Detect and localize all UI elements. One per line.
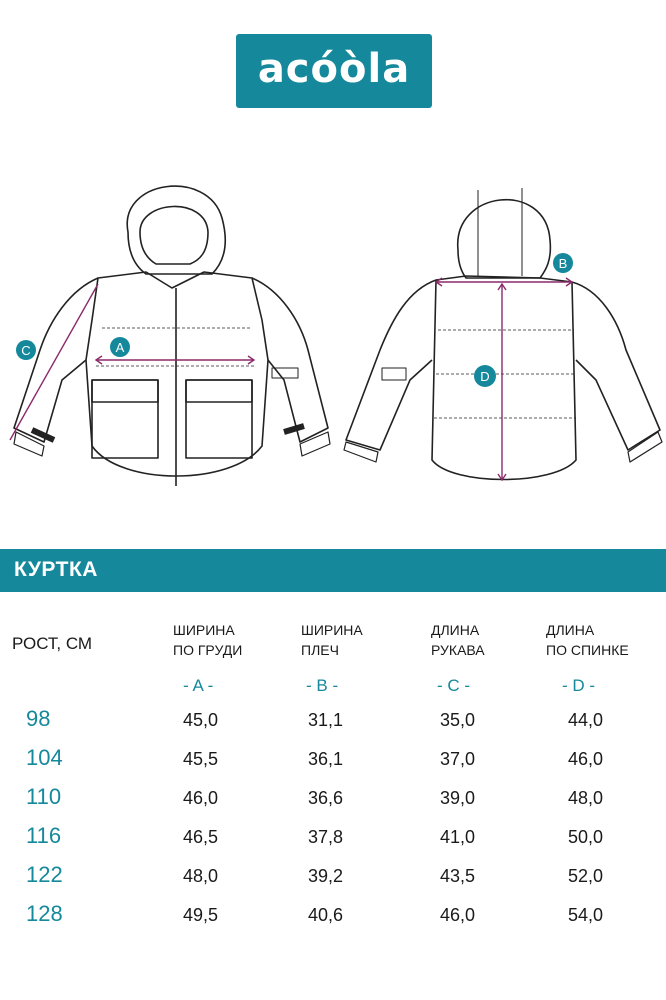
cell-back: 44,0 <box>568 710 604 730</box>
cell-shoulders: 39,2 <box>308 866 344 886</box>
front-body <box>86 272 268 476</box>
marker-a <box>110 337 130 357</box>
code-a: - A - <box>183 676 214 695</box>
marker-c-label: C <box>21 343 31 358</box>
code-c: - C - <box>437 676 471 695</box>
cell-chest: 45,5 <box>183 749 219 769</box>
cell-chest: 46,5 <box>183 827 219 847</box>
section-title: КУРТКА <box>14 558 98 581</box>
col-sleeve-header <box>431 620 485 660</box>
section-header <box>0 549 666 592</box>
cell-sleeve: 46,0 <box>440 905 476 925</box>
cell-chest: 45,0 <box>183 710 219 730</box>
cell-chest: 46,0 <box>183 788 219 808</box>
col-back-header <box>546 620 629 660</box>
cell-back: 54,0 <box>568 905 604 925</box>
cell-chest: 49,5 <box>183 905 219 925</box>
col-shoulders-line2: ПЛЕЧ <box>301 642 339 658</box>
col-chest-line2: ПО ГРУДИ <box>173 642 243 658</box>
marker-d-label: D <box>480 369 490 384</box>
back-right-sleeve <box>572 282 660 450</box>
col-chest-line1: ШИРИНА <box>173 622 235 638</box>
row-height: 104 <box>26 745 63 770</box>
cell-back: 50,0 <box>568 827 604 847</box>
col-back-line2: ПО СПИНКЕ <box>546 642 629 658</box>
col-chest-header <box>173 620 242 660</box>
back-left-sleeve <box>346 280 436 450</box>
cell-back: 46,0 <box>568 749 604 769</box>
marker-d <box>474 365 496 387</box>
cell-shoulders: 40,6 <box>308 905 344 925</box>
col-back-line1: ДЛИНА <box>546 622 595 638</box>
cell-chest: 48,0 <box>183 866 219 886</box>
cell-sleeve: 41,0 <box>440 827 476 847</box>
marker-c <box>16 340 36 360</box>
cell-sleeve: 37,0 <box>440 749 476 769</box>
col-shoulders-header <box>301 620 363 660</box>
cell-sleeve: 43,5 <box>440 866 476 886</box>
front-left-pocket <box>92 380 158 458</box>
marker-a-label: A <box>115 340 125 355</box>
cell-sleeve: 39,0 <box>440 788 476 808</box>
front-left-sleeve <box>14 278 98 442</box>
row-height: 98 <box>26 706 51 731</box>
brand-logo <box>236 34 432 108</box>
jacket-diagram <box>0 160 666 500</box>
cell-sleeve: 35,0 <box>440 710 476 730</box>
cell-shoulders: 36,1 <box>308 749 344 769</box>
front-hood <box>127 186 225 274</box>
row-height: 116 <box>26 823 62 848</box>
col-sleeve-line1: ДЛИНА <box>431 622 480 638</box>
front-right-pocket <box>186 380 252 458</box>
col-shoulders-line1: ШИРИНА <box>301 622 363 638</box>
back-hood <box>458 200 551 278</box>
col-sleeve-line2: РУКАВА <box>431 642 485 658</box>
cell-back: 48,0 <box>568 788 604 808</box>
height-header: РОСТ, СМ <box>12 634 93 653</box>
logo-text: acóòla <box>257 46 411 92</box>
code-b: - B - <box>306 676 339 695</box>
cell-shoulders: 31,1 <box>308 710 344 730</box>
marker-b <box>553 253 573 273</box>
row-height: 128 <box>26 901 63 926</box>
back-body <box>432 276 576 480</box>
cell-shoulders: 37,8 <box>308 827 344 847</box>
row-height: 122 <box>26 862 63 887</box>
row-height: 110 <box>26 784 62 809</box>
code-d: - D - <box>562 676 596 695</box>
marker-b-label: B <box>558 256 568 271</box>
cell-shoulders: 36,6 <box>308 788 344 808</box>
cell-back: 52,0 <box>568 866 604 886</box>
